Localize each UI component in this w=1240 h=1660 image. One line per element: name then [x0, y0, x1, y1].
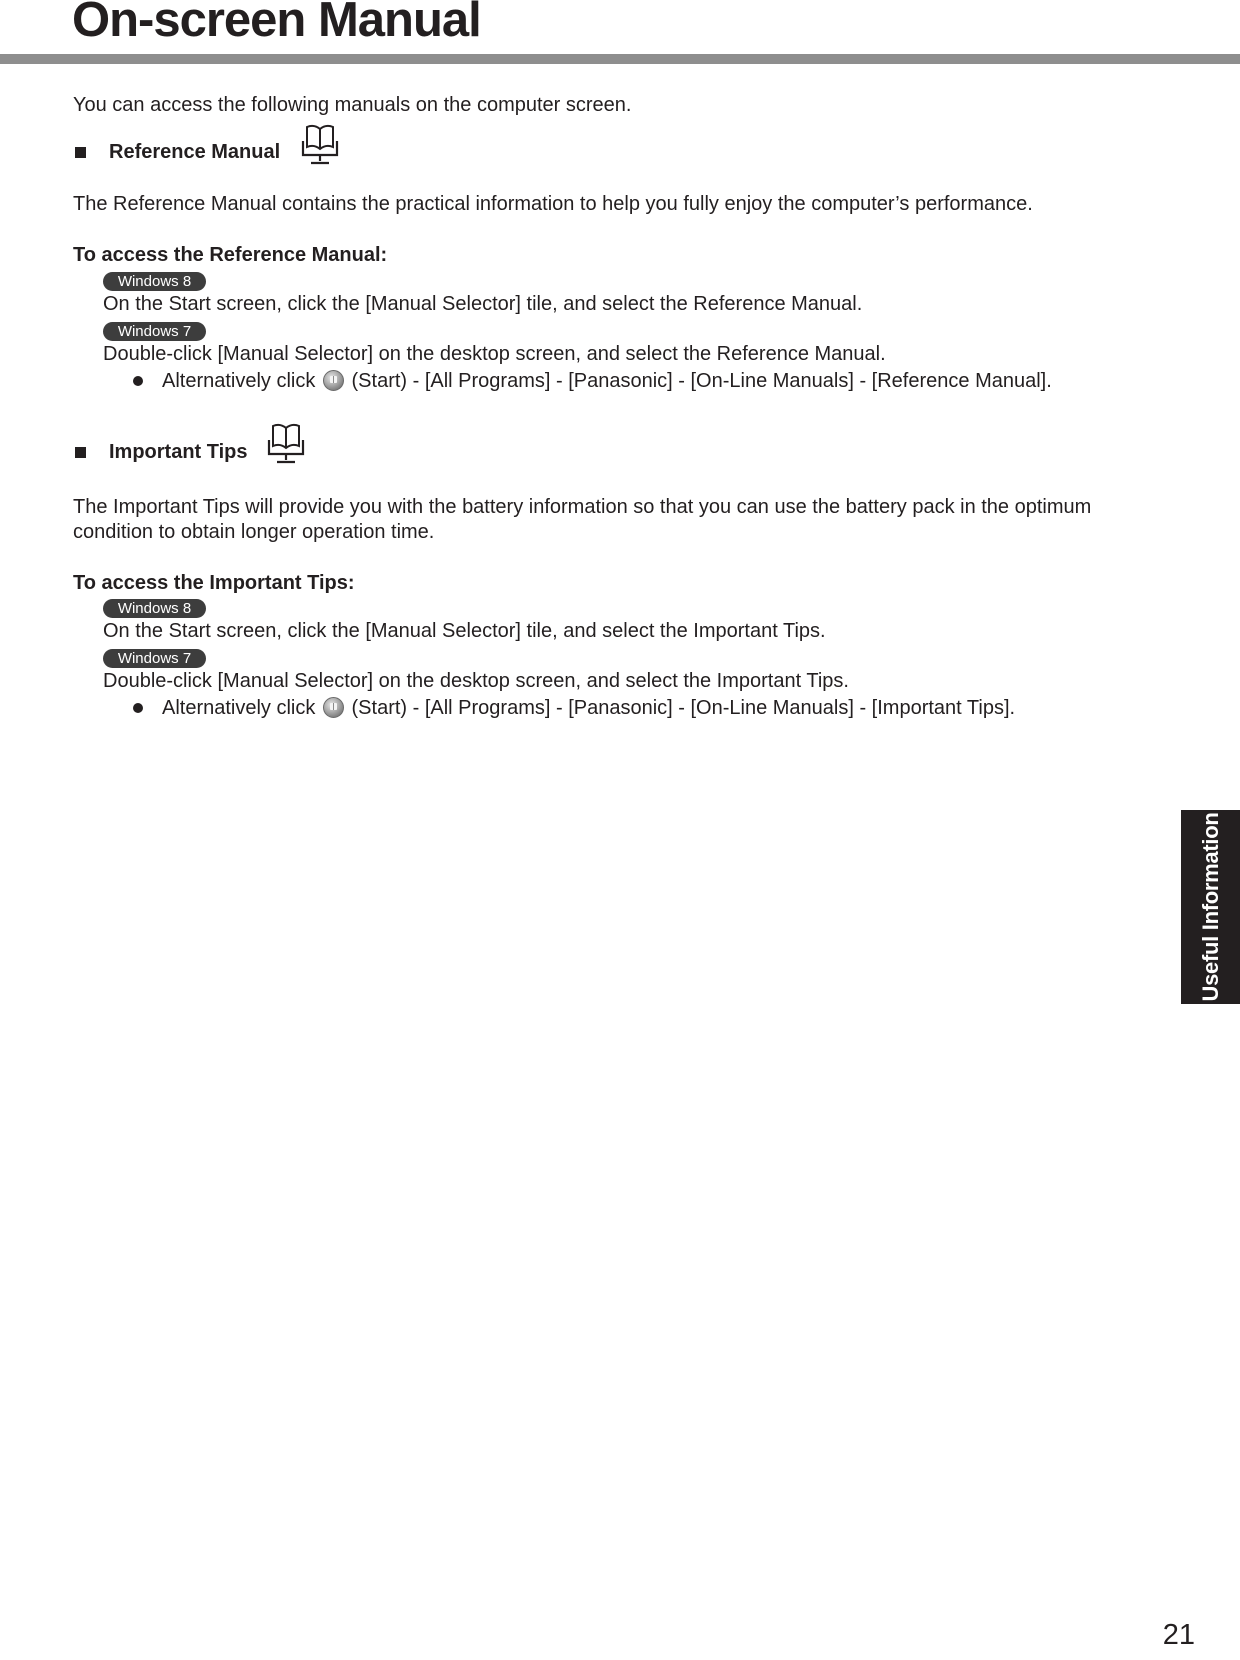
important-tips-alternative-instruction [162, 696, 1015, 721]
windows-8-badge: Windows 8 [103, 599, 206, 618]
reference-win8-instruction: On the Start screen, click the [Manual Selector] tile, and select the Reference Manual. [103, 293, 863, 315]
title-divider [0, 54, 1240, 64]
page-number: 21 [1162, 1619, 1195, 1651]
important-tips-win8-instruction: On the Start screen, click the [Manual Selector] tile, and select the Important Tips. [103, 620, 826, 642]
reference-win7-instruction: Double-click [Manual Selector] on the desktop screen, and select the Reference Manual. [103, 343, 886, 365]
important-tips-description-line-2: condition to obtain longer operation time. [73, 521, 435, 543]
section-heading-important-tips: Important Tips [109, 441, 248, 463]
manual-monitor-icon [261, 422, 311, 466]
square-bullet-icon [75, 447, 86, 458]
reference-alternative-instruction [162, 369, 1052, 394]
windows-start-icon [323, 370, 344, 391]
reference-access-heading: To access the Reference Manual: [73, 244, 388, 266]
important-tips-access-heading: To access the Important Tips: [73, 572, 355, 594]
alt-suffix: (Start) - [All Programs] - [Panasonic] - [On-Line Manuals] - [Reference Manual]. [351, 370, 1052, 392]
windows-7-badge: Windows 7 [103, 322, 206, 341]
reference-manual-description: The Reference Manual contains the practical information to help you fully enjoy the computer’s performance. [73, 193, 1033, 215]
alt-prefix: Alternatively click [162, 697, 316, 719]
round-bullet-icon [133, 703, 143, 713]
alt-prefix: Alternatively click [162, 370, 316, 392]
side-tab [1181, 810, 1240, 1004]
round-bullet-icon [133, 376, 143, 386]
section-heading-reference-manual: Reference Manual [109, 141, 281, 163]
square-bullet-icon [75, 147, 86, 158]
important-tips-win7-instruction: Double-click [Manual Selector] on the desktop screen, and select the Important Tips. [103, 670, 849, 692]
windows-7-badge: Windows 7 [103, 649, 206, 668]
important-tips-description-line-1: The Important Tips will provide you with the battery information so that you can use the battery pack in the optimum [73, 496, 1092, 518]
side-tab-label: Useful Information [1197, 812, 1223, 1002]
intro-text: You can access the following manuals on the computer screen. [73, 94, 632, 116]
manual-monitor-icon [295, 123, 345, 167]
windows-start-icon [323, 697, 344, 718]
page-title: On-screen Manual [72, 0, 481, 47]
alt-suffix: (Start) - [All Programs] - [Panasonic] - [On-Line Manuals] - [Important Tips]. [351, 697, 1016, 719]
windows-8-badge: Windows 8 [103, 272, 206, 291]
